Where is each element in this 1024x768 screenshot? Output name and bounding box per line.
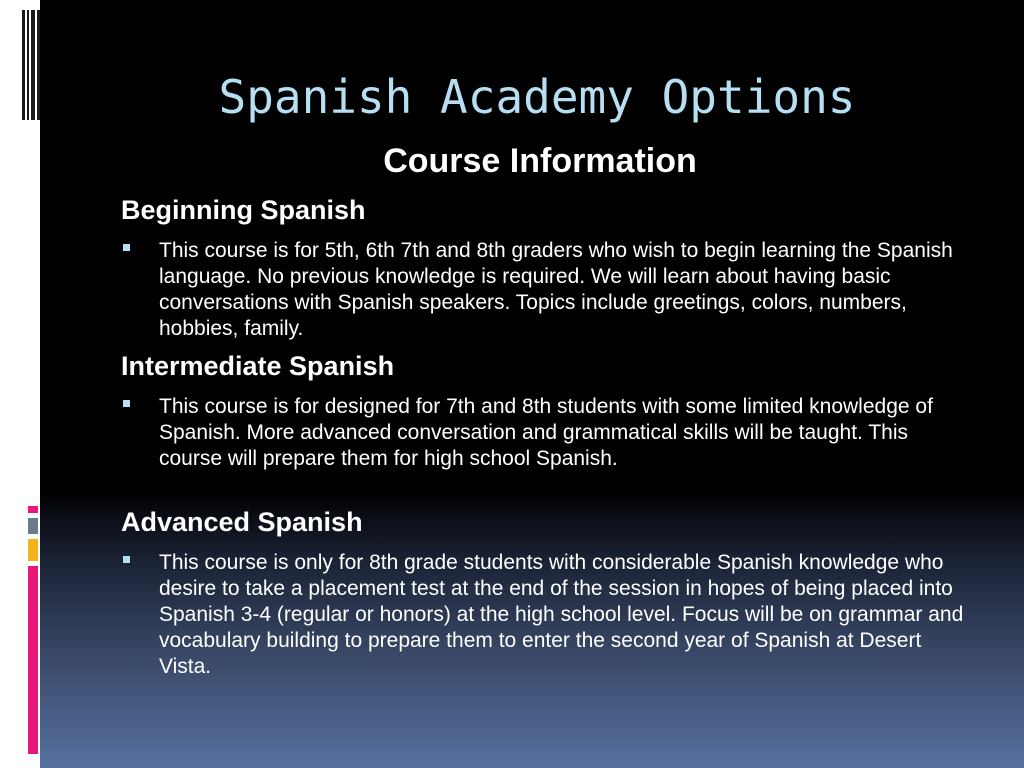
square-bullet-icon xyxy=(123,244,130,251)
vertical-lines-decor-icon xyxy=(22,10,40,120)
left-margin-strip xyxy=(0,0,40,768)
square-bullet-icon xyxy=(123,556,130,563)
accent-bar-pink xyxy=(28,566,38,754)
section-heading-beginning: Beginning Spanish xyxy=(121,195,366,225)
accent-bar-pink-top xyxy=(28,506,38,513)
bullet-text-intermediate: This course is for designed for 7th and 8th students with some limited knowledge of Spanish. More advanced conversation and grammatical skills will be taught. This course will prepare them for high school Spanish. xyxy=(159,395,933,470)
section-heading-advanced: Advanced Spanish xyxy=(121,507,363,537)
square-bullet-icon xyxy=(123,400,130,407)
section-heading-intermediate: Intermediate Spanish xyxy=(121,351,395,381)
accent-bar-gray xyxy=(28,518,38,534)
accent-bar-gold xyxy=(28,539,38,561)
slide-title: Spanish Academy Options xyxy=(218,70,856,124)
bullet-text-beginning: This course is for 5th, 6th 7th and 8th graders who wish to begin learning the Spanish language. No previous knowledge is required. We will learn about having basic conversations with Spanish speakers. Topics include greetings, colors, numbers, hobbies, family. xyxy=(159,239,953,340)
slide-subtitle: Course Information xyxy=(383,142,697,180)
bullet-text-advanced: This course is only for 8th grade students with considerable Spanish knowledge who desire to take a placement test at the end of the session in hopes of being placed into Spanish 3-4 (regular or honors) at the high school level. Focus will be on grammar and vocabulary building to prepare them to enter the second year of Spanish at Desert Vista. xyxy=(159,551,964,678)
